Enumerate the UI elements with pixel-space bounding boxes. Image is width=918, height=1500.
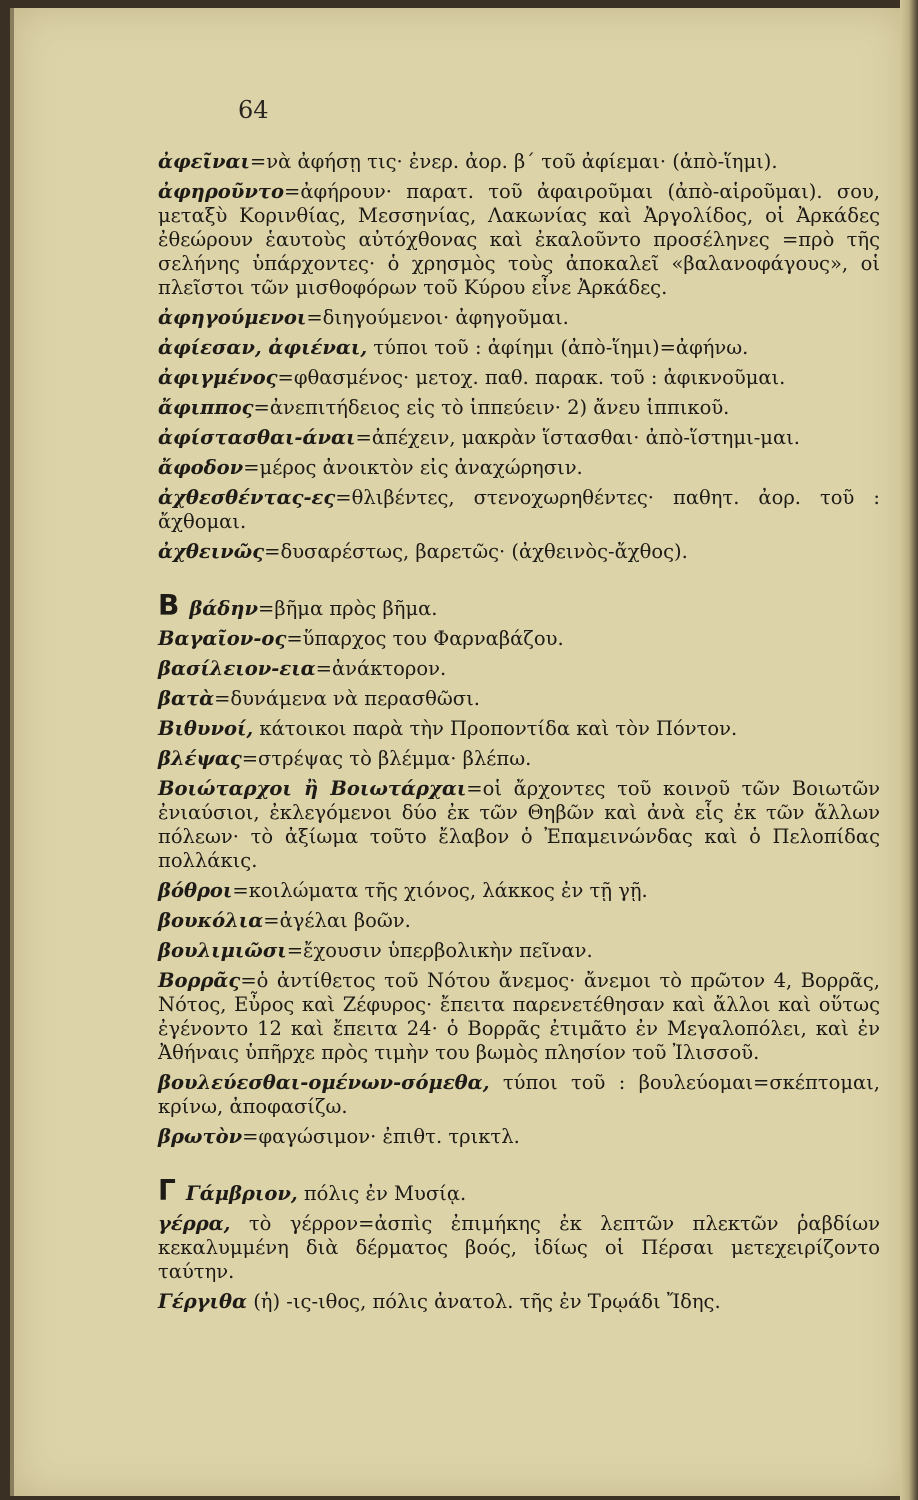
entry-headword: βρωτὸν [158,1125,243,1148]
glossary-section [158,150,880,564]
glossary-entry [158,336,880,360]
entry-definition: =νὰ ἀφήσῃ τις· ἐνερ. ἀορ. β΄ τοῦ ἀφίεμαι· (ἀπὸ-ἵημι). [249,150,778,173]
glossary-entry [158,180,880,300]
entry-headword: ἀχθεινῶς [158,540,265,563]
entry-headword: ἀφηροῦντο [158,180,284,203]
entry-headword: γέρρα, [158,1212,231,1235]
page-number: 64 [238,96,269,124]
entry-headword: Βαγαῖον-ος [158,627,287,650]
entry-definition: =ὁ ἀντίθετος τοῦ Νότου ἄνεμος· ἄνεμοι τὸ πρῶτον 4, Βορρᾶς, Νότος, Εὖρος καὶ Ζέφυρος· ἔπειτα παρενετέθησαν καὶ ἄλλοι καὶ οὕτως ἐγένοντο 12 καὶ ἔπειτα 24· ὁ Βορρᾶς ἐτιμᾶτο ἐν Μεγαλοπόλει, καὶ ἐν Ἀθήναις ὑπῆρχε πρὸς τιμὴν του βωμὸς πλησίον τοῦ Ἰλισσοῦ. [158,969,880,1064]
entry-definition: =φαγώσιμον· ἐπιθτ. τρικτλ. [242,1125,520,1148]
glossary-entry [158,486,880,534]
entry-headword: βουλεύεσθαι-ομένων-σόμεθα, [158,1071,490,1094]
entry-definition: =κοιλώματα τῆς χιόνος, λάκκος ἐν τῇ γῇ. [232,879,648,902]
section-letter: Γ [158,1174,176,1207]
glossary-entry [158,1125,880,1149]
glossary-entry [158,366,880,390]
glossary-entry [158,657,880,681]
entry-definition: =δυνάμενα νὰ περασθῶσι. [214,687,480,710]
glossary-entry [158,777,880,873]
glossary-section [158,1174,880,1314]
glossary-entry [158,687,880,711]
entry-definition: =στρέψας τὸ βλέμμα· βλέπω. [241,747,532,770]
entry-headword: βάδην [189,597,259,620]
entry-definition: =ἀπέχειν, μακρὰν ἵστασθαι· ἀπὸ-ἵστημι-μαι. [355,426,800,449]
entry-headword: βλέψας [158,747,242,770]
glossary-entry [158,456,880,480]
entry-headword: βουκόλια [158,909,264,932]
glossary-entry [158,1174,880,1207]
glossary-entry [158,150,880,174]
entry-definition: =ἀφήρουν· παρατ. τοῦ ἀφαιροῦμαι (ἀπὸ-αἱροῦμαι). σου, μεταξὺ Κορινθίας, Μεσσηνίας, Λακωνίας καὶ Ἀργολίδος, οἱ Ἀρκάδες ἐθεώρουν ἑαυτοὺς αὐτόχθονας καὶ ἐκαλοῦντο προσέληνες =πρὸ τῆς σελήνης ὑπάρχοντες· ὁ χρησμὸς τοὺς ἀποκαλεῖ «βαλανοφάγους», οἱ πλεῖστοι τῶν μισθοφόρων τοῦ Κύρου εἶνε Ἀρκάδες. [158,180,880,299]
entry-definition: =δυσαρέστως, βαρετῶς· (ἀχθεινὸς-ἄχθος). [264,540,688,563]
glossary-entry [158,717,880,741]
entry-definition: πόλις ἐν Μυσίᾳ. [297,1182,467,1205]
glossary-entry [158,396,880,420]
entry-headword: Βορρᾶς [158,969,241,992]
entry-definition: =φθασμένος· μετοχ. παθ. παρακ. τοῦ : ἀφικνοῦμαι. [277,366,786,389]
entry-headword: Βιθυνοί, [158,717,254,740]
entry-definition: =ἀνεπιτήδειος εἰς τὸ ἱππεύειν· 2) ἄνευ ἱππικοῦ. [253,396,730,419]
entry-headword: βουλιμιῶσι [158,939,287,962]
glossary-section [158,589,880,1149]
entry-definition: =ἔχουσιν ὑπερβολικὴν πεῖναν. [286,939,593,962]
entry-definition: τὸ γέρρον=ἀσπὶς ἐπιμήκης ἐκ λεπτῶν πλεκτῶν ῥαβδίων κεκαλυμμένη διὰ δέρματος βοός, ἰδίως οἱ Πέρσαι μετεχειρίζοντο ταύτην. [158,1212,880,1283]
entry-headword: ἀφίεσαν, ἀφιέναι, [158,336,368,359]
entry-definition: τύποι τοῦ : βουλεύομαι=σκέπτομαι, κρίνω, ἀποφασίζω. [158,1071,880,1118]
glossary-entry [158,939,880,963]
entry-definition: =οἱ ἄρχοντες τοῦ κοινοῦ τῶν Βοιωτῶν ἐνιαύσιοι, ἐκλεγόμενοι δύο ἐκ τῶν Θηβῶν καὶ ἀνὰ εἷς ἐκ τῶν ἄλλων πόλεων· τὸ ἀξίωμα τοῦτο ἔλαβον ὁ Ἐπαμεινώνδας καὶ ὁ Πελοπίδας πολλάκις. [158,777,880,872]
entry-headword: Γάμβριον, [185,1182,298,1205]
entry-headword: βατὰ [158,687,215,710]
glossary-entry [158,909,880,933]
book-binding-edge [900,0,918,1500]
glossary-entry [158,627,880,651]
entry-definition: =μέρος ἀνοικτὸν εἰς ἀναχώρησιν. [243,456,583,479]
entry-definition: κάτοικοι παρὰ τὴν Προποντίδα καὶ τὸν Πόντον. [253,717,738,740]
entry-headword: ἀχθεσθέντας-ες [158,486,336,509]
entry-headword: ἄφιππος [158,396,254,419]
entry-headword: Γέργιθα [158,1290,247,1313]
entry-definition: (ἡ) -ις-ιθος, πόλις ἀνατολ. τῆς ἐν Τρῳάδι Ἴδης. [247,1290,721,1313]
entry-headword: βασίλειον-εια [158,657,316,680]
entry-headword: ἀφηγούμενοι [158,306,307,329]
glossary-entry [158,1290,880,1314]
entry-headword: βόθροι [158,879,233,902]
entry-headword: ἄφοδον [158,456,244,479]
entry-definition: =ἀγέλαι βοῶν. [263,909,411,932]
entry-definition: =ὕπαρχος του Φαρναβάζου. [286,627,564,650]
entry-headword: ἀφεῖναι [158,150,250,173]
entry-headword: ἀφίστασθαι-άναι [158,426,356,449]
glossary-entry [158,1071,880,1119]
glossary-entry [158,540,880,564]
glossary-entry [158,747,880,771]
entry-headword: ἀφιγμένος [158,366,278,389]
entry-definition: =διηγούμενοι· ἀφηγοῦμαι. [306,306,569,329]
entry-definition: =βῆμα πρὸς βῆμα. [258,597,438,620]
glossary-entry [158,969,880,1065]
entry-definition: =ἀνάκτορον. [315,657,447,680]
entry-headword: Βοιώταρχοι ἢ Βοιωτάρχαι [158,777,467,800]
glossary-entry [158,306,880,330]
glossary-entry [158,589,880,622]
section-letter: Β [158,589,180,622]
glossary-text [158,150,880,1314]
glossary-entry [158,879,880,903]
entry-definition: =θλιβέντες, στενοχωρηθέντες· παθητ. ἀορ. τοῦ : ἄχθομαι. [158,486,880,533]
entry-definition: τύποι τοῦ : ἀφίημι (ἀπὸ-ἵημι)=ἀφήνω. [367,336,749,359]
glossary-entry [158,1212,880,1284]
glossary-entry [158,426,880,450]
